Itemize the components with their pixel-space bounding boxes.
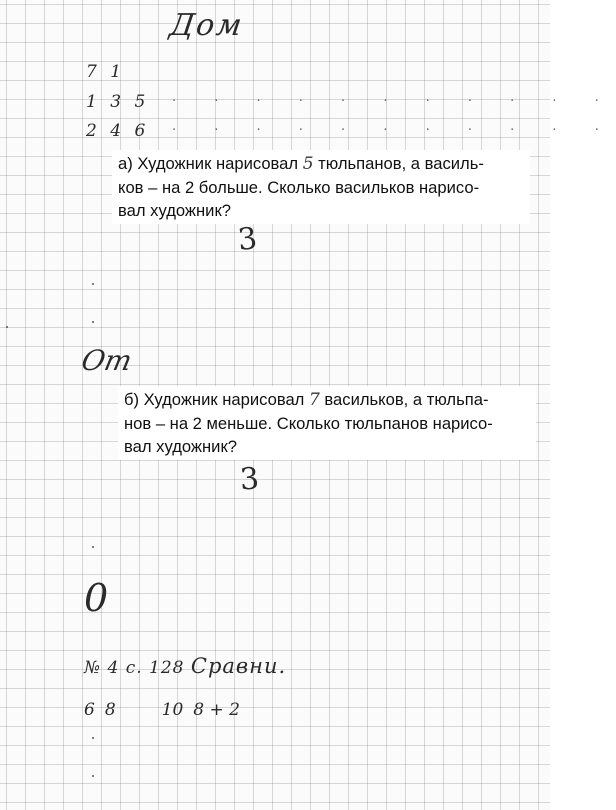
task-b-line-3: вал художник? — [124, 437, 237, 456]
margin-dot — [92, 283, 94, 285]
task-a-line-3: вал художник? — [118, 201, 231, 220]
compare-left-a: 6 — [84, 700, 95, 720]
task-a-prefix: а) Художник нарисовал — [118, 154, 303, 173]
margin-dot — [92, 546, 94, 548]
comparison-row — [84, 700, 240, 720]
dot-sequence-row-3: · · · · · · · · · · · — [172, 123, 616, 138]
answer-b: 3 — [238, 461, 261, 498]
number-row-2: 1 3 5 — [86, 92, 150, 112]
task-b-line-1 — [124, 388, 530, 412]
section-label-ot: От — [78, 344, 136, 377]
exercise-heading — [84, 654, 286, 678]
task-a-line-1-rest: тюльпанов, а василь- — [313, 154, 484, 173]
task-a-line-2: ков – на 2 больше. Сколько васильков нарисо- — [118, 178, 480, 197]
task-b-line-1-rest: васильков, а тюльпа- — [319, 390, 489, 409]
page-title: Дом — [167, 8, 246, 43]
answer-a: 3 — [236, 221, 259, 258]
compare-right-a: 10 — [161, 700, 184, 720]
margin-dot — [92, 737, 94, 739]
task-b-card — [118, 386, 536, 460]
exercise-reference: № 4 с. 128 — [84, 658, 191, 678]
margin-dot — [92, 321, 94, 323]
task-b-line-2: нов – на 2 меньше. Сколько тюльпанов нарисо- — [124, 414, 493, 433]
margin-dot — [6, 326, 8, 328]
dot-sequence-row-2: · · · · · · · · · · · — [172, 94, 616, 109]
exercise-instruction: Сравни. — [190, 654, 287, 678]
number-row-3: 2 4 6 — [86, 121, 150, 141]
task-b-prefix: б) Художник нарисовал — [124, 390, 309, 409]
task-a-card — [112, 150, 530, 224]
number-row-1: 7 1 — [86, 62, 126, 82]
zero-digit: 0 — [84, 576, 109, 620]
compare-left-b: 8 — [104, 700, 116, 720]
task-b-handwritten-number: 7 — [308, 390, 320, 410]
task-a-line-1 — [118, 152, 524, 176]
task-a-handwritten-number: 5 — [302, 154, 314, 174]
compare-right-b: 8 + 2 — [193, 700, 240, 720]
margin-dot — [92, 775, 94, 777]
